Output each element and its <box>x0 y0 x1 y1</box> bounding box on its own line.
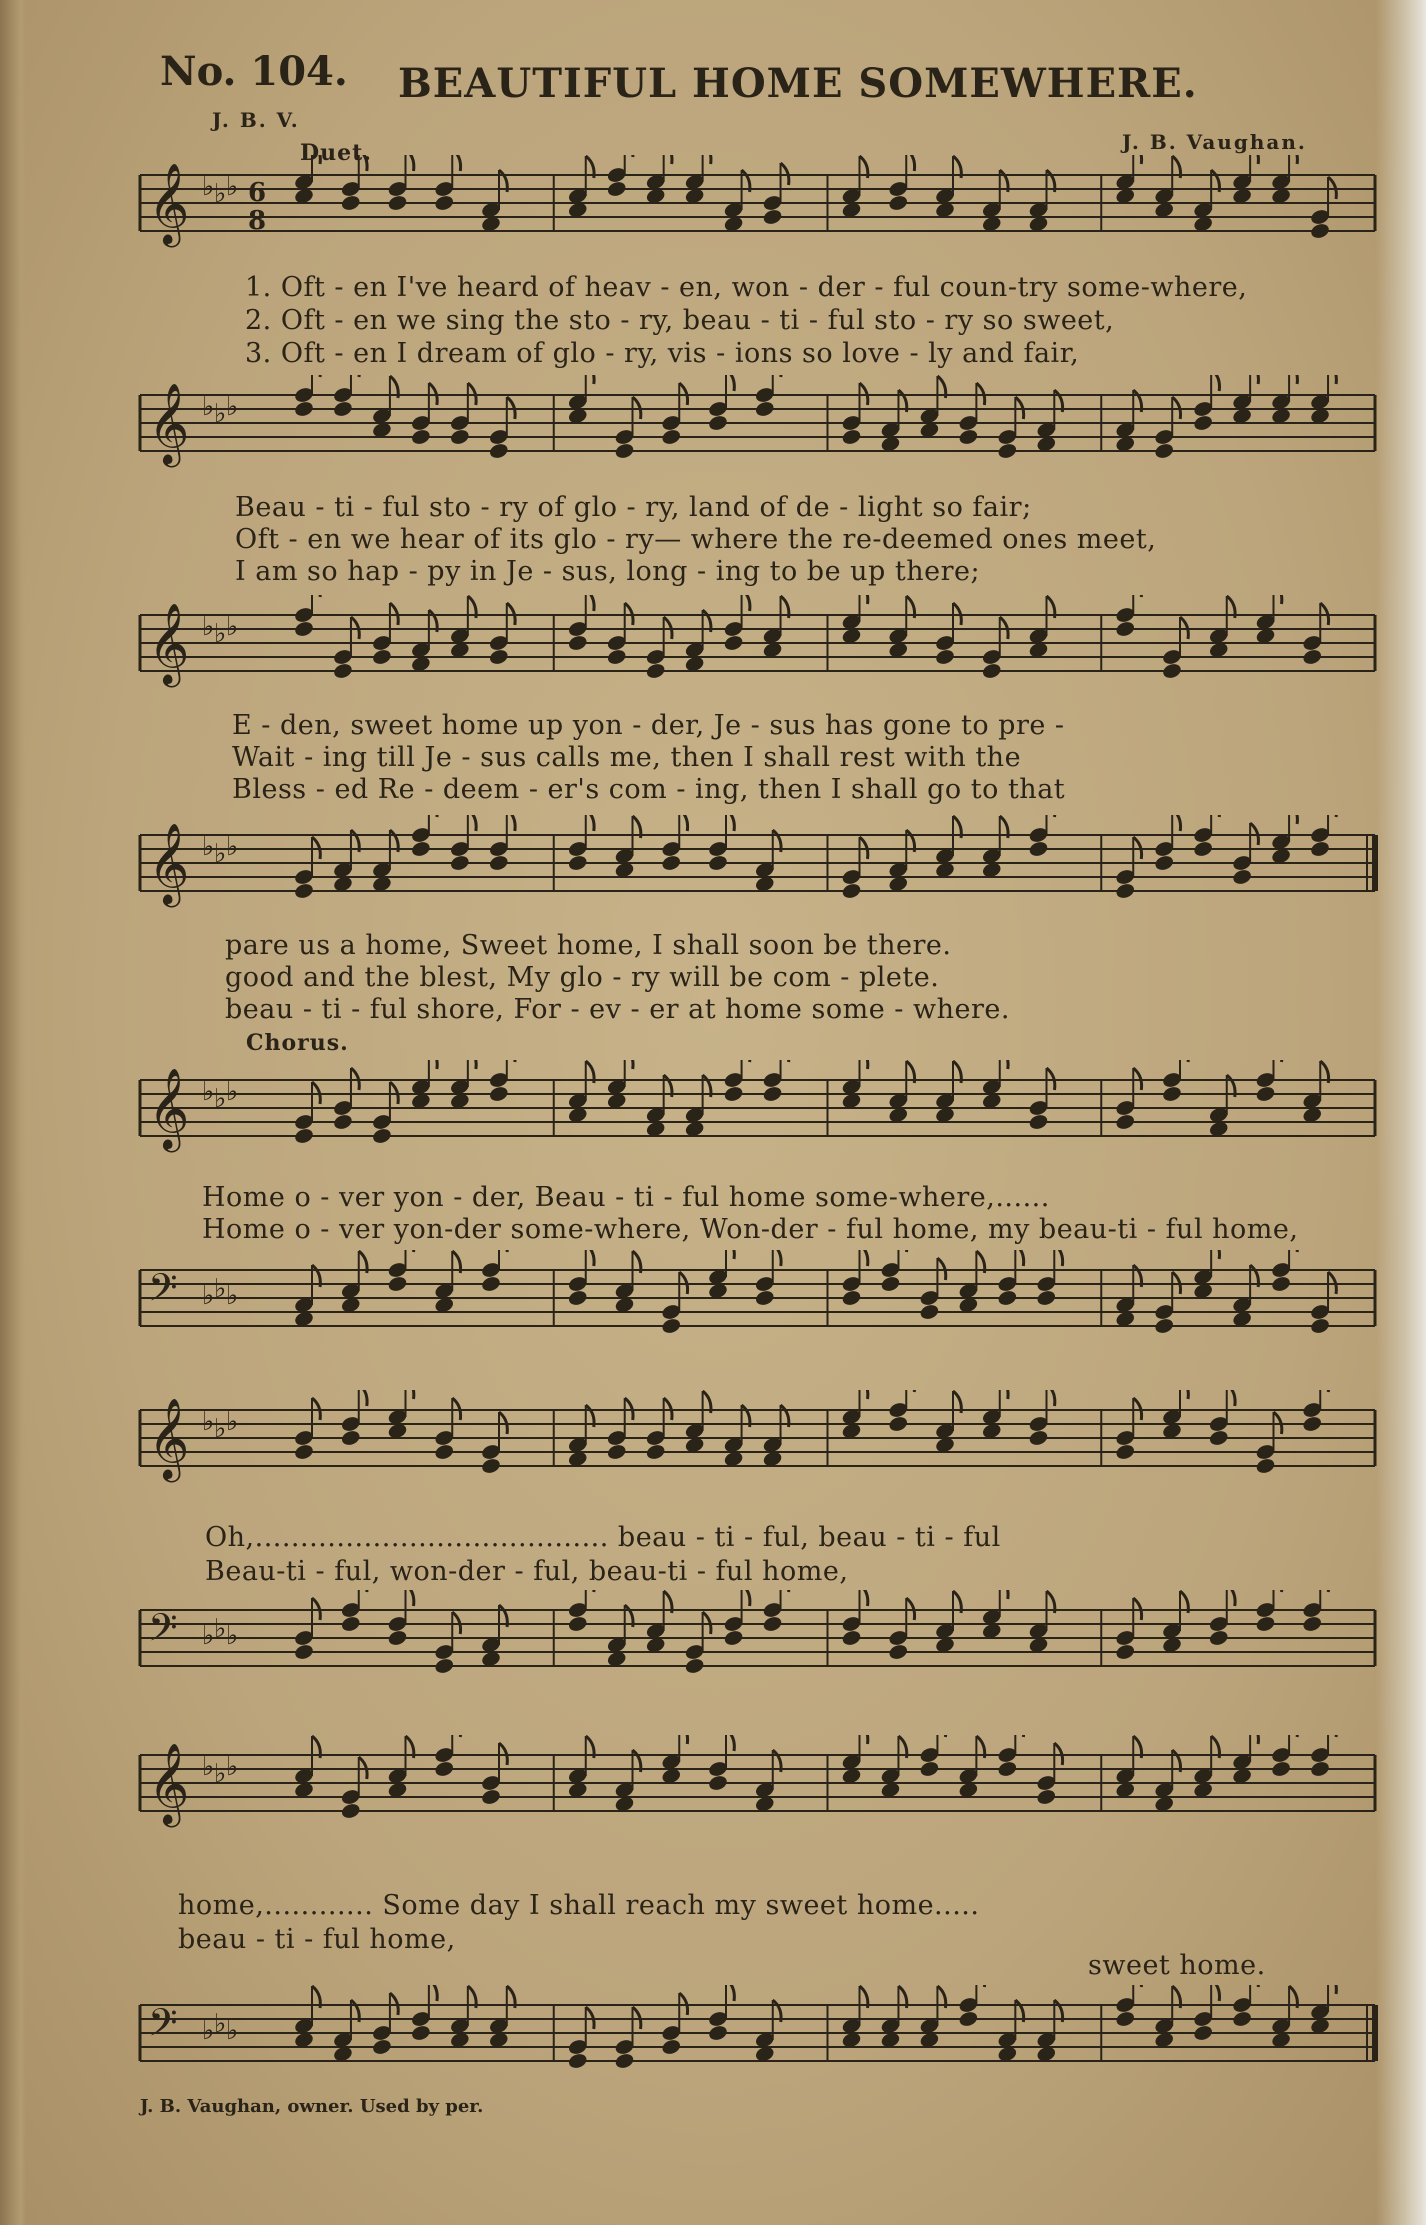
svg-text:𝄢: 𝄢 <box>148 1605 178 1659</box>
staff-system-3 <box>0 595 1426 715</box>
svg-text:♭: ♭ <box>214 1084 227 1114</box>
svg-text:♭: ♭ <box>214 179 227 209</box>
svg-text:♭: ♭ <box>202 832 215 862</box>
svg-text:♭: ♭ <box>214 619 227 649</box>
words-credit: J. B. V. <box>212 108 300 132</box>
svg-text:♭: ♭ <box>214 839 227 869</box>
chorus-bass-staff-1 <box>0 1250 1426 1370</box>
verse-1-line-4: pare us a home, Sweet home, I shall soon be there. <box>225 930 952 961</box>
verse-3-line-4: beau - ti - ful shore, For - ev - er at home some - where. <box>225 994 1010 1025</box>
copyright-footer: J. B. Vaughan, owner. Used by per. <box>140 2096 484 2117</box>
verse-3-line-2: I am so hap - py in Je - sus, long - ing to be up there; <box>235 556 981 587</box>
svg-text:♭: ♭ <box>202 1621 215 1651</box>
svg-text:♭: ♭ <box>226 392 239 422</box>
duet-label: Duet. <box>300 140 372 166</box>
verse-1-line-1: 1. Oft - en I've heard of heav - en, won - der - ful coun-try some-where, <box>245 272 1248 303</box>
chorus-line-3-lower: beau - ti - ful home, <box>178 1924 456 1955</box>
staff-system-1 <box>0 155 1426 275</box>
svg-text:♭: ♭ <box>214 1414 227 1444</box>
chorus-bass-staff-2 <box>0 1590 1426 1710</box>
svg-text:♭: ♭ <box>226 172 239 202</box>
chorus-treble-staff-3 <box>0 1735 1426 1855</box>
svg-text:𝄞: 𝄞 <box>148 382 190 464</box>
chorus-treble-staff-1 <box>0 1060 1426 1180</box>
svg-text:𝄞: 𝄞 <box>148 602 190 684</box>
svg-text:♭: ♭ <box>202 1752 215 1782</box>
svg-text:♭: ♭ <box>226 832 239 862</box>
chorus-label: Chorus. <box>246 1030 349 1056</box>
svg-text:♭: ♭ <box>214 399 227 429</box>
hymn-number: No. 104. <box>160 48 348 95</box>
svg-text:♭: ♭ <box>214 1274 227 1304</box>
svg-text:♭: ♭ <box>202 1407 215 1437</box>
verse-2-line-4: good and the blest, My glo - ry will be com - plete. <box>225 962 940 993</box>
svg-text:♭: ♭ <box>202 2016 215 2046</box>
svg-text:♭: ♭ <box>226 1281 239 1311</box>
svg-text:𝄞: 𝄞 <box>148 1742 190 1824</box>
svg-text:8: 8 <box>248 206 267 236</box>
verse-3-line-3: Bless - ed Re - deem - er's com - ing, then I shall go to that <box>232 774 1066 805</box>
svg-text:♭: ♭ <box>226 2016 239 2046</box>
staff-system-4 <box>0 815 1426 935</box>
chorus-treble-staff-2 <box>0 1390 1426 1510</box>
svg-text:♭: ♭ <box>202 1077 215 1107</box>
chorus-line-1-lower: Home o - ver yon-der some-where, Won-der - ful home, my beau-ti - ful home, <box>202 1214 1299 1245</box>
svg-text:𝄢: 𝄢 <box>148 2000 178 2054</box>
svg-text:6: 6 <box>248 178 267 208</box>
chorus-line-1-upper: Home o - ver yon - der, Beau - ti - ful home some-where,...... <box>202 1182 1050 1213</box>
svg-text:♭: ♭ <box>214 1614 227 1644</box>
svg-text:♭: ♭ <box>226 612 239 642</box>
staff-system-2 <box>0 375 1426 495</box>
svg-text:𝄞: 𝄞 <box>148 822 190 904</box>
svg-text:𝄞: 𝄞 <box>148 162 190 244</box>
verse-2-line-2: Oft - en we hear of its glo - ry— where the re-deemed ones meet, <box>235 524 1157 555</box>
chorus-line-3-upper: home,............ Some day I shall reach my sweet home..... <box>178 1890 980 1921</box>
svg-text:♭: ♭ <box>226 1077 239 1107</box>
svg-text:𝄢: 𝄢 <box>148 1265 178 1319</box>
svg-text:♭: ♭ <box>214 1759 227 1789</box>
svg-text:♭: ♭ <box>202 612 215 642</box>
svg-text:𝄞: 𝄞 <box>148 1397 190 1479</box>
svg-text:♭: ♭ <box>202 392 215 422</box>
svg-text:♭: ♭ <box>202 1281 215 1311</box>
verse-1-line-3: E - den, sweet home up yon - der, Je - sus has gone to pre - <box>232 710 1065 741</box>
svg-text:𝄞: 𝄞 <box>148 1067 190 1149</box>
svg-text:♭: ♭ <box>214 2009 227 2039</box>
chorus-line-3-end: sweet home. <box>1088 1950 1266 1981</box>
hymn-title: BEAUTIFUL HOME SOMEWHERE. <box>398 60 1198 107</box>
svg-text:♭: ♭ <box>226 1752 239 1782</box>
chorus-line-2-lower: Beau-ti - ful, won-der - ful, beau-ti - ful home, <box>205 1556 849 1587</box>
verse-3-line-1: 3. Oft - en I dream of glo - ry, vis - ions so love - ly and fair, <box>245 338 1080 369</box>
verse-2-line-1: 2. Oft - en we sing the sto - ry, beau - ti - ful sto - ry so sweet, <box>245 305 1115 336</box>
verse-1-line-2: Beau - ti - ful sto - ry of glo - ry, land of de - light so fair; <box>235 492 1032 523</box>
verse-2-line-3: Wait - ing till Je - sus calls me, then I shall rest with the <box>232 742 1022 773</box>
chorus-bass-staff-3 <box>0 1985 1426 2105</box>
music-credit: J. B. Vaughan. <box>1122 130 1307 154</box>
chorus-line-2-upper: Oh,....................................... beau - ti - ful, beau - ti - ful <box>205 1522 1001 1553</box>
svg-text:♭: ♭ <box>202 172 215 202</box>
svg-text:♭: ♭ <box>226 1407 239 1437</box>
svg-text:♭: ♭ <box>226 1621 239 1651</box>
